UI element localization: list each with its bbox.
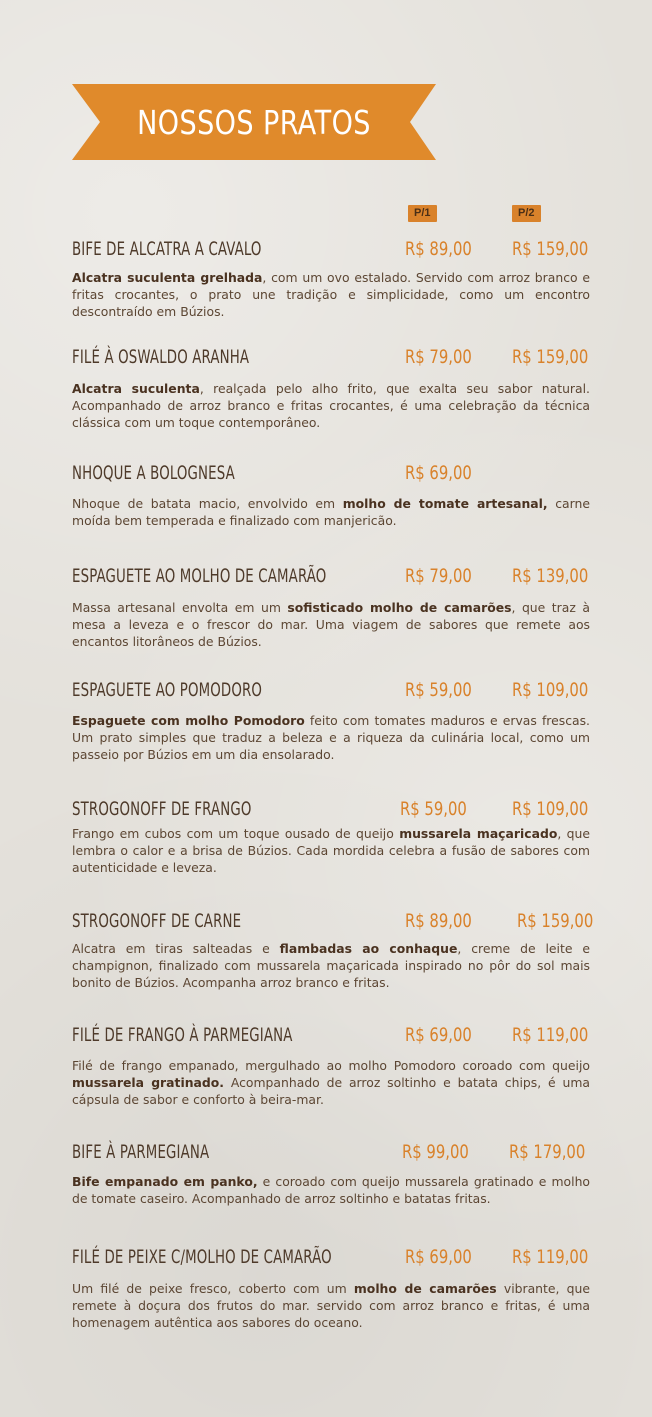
price-p2: R$ 109,00 [512, 679, 589, 701]
price-p2: R$ 159,00 [517, 910, 594, 932]
price-p2: R$ 139,00 [512, 565, 589, 587]
desc-text: , realçada pelo alho frito, que exalta seu sabor natural. Acompanhado de arroz branco e fritas crocantes, é uma celebração da técnica clássica com um toque contemporâneo. [72, 381, 590, 430]
price-p1: R$ 79,00 [405, 565, 472, 587]
desc-highlight: molho de camarões [353, 1281, 497, 1296]
dish-description [72, 713, 590, 763]
price-p1: R$ 89,00 [405, 910, 472, 932]
dish-description [72, 496, 590, 530]
dish-name: STROGONOFF DE FRANGO [72, 798, 252, 820]
dish-name: ESPAGUETE AO MOLHO DE CAMARÃO [72, 565, 327, 587]
price-p1: R$ 79,00 [405, 346, 472, 368]
dish-name: FILÉ DE PEIXE C/MOLHO DE CAMARÃO [72, 1246, 332, 1268]
desc-text: Alcatra em tiras salteadas e [72, 941, 280, 956]
desc-highlight: molho de tomate artesanal, [342, 496, 548, 511]
desc-highlight: flambadas ao conhaque [279, 941, 458, 956]
desc-text: , com um ovo estalado. Servido com arroz branco e fritas crocantes, o prato une tradição e simplicidade, como um encontro descontraído em Búzios. [72, 270, 590, 319]
dish-name: FILÉ À OSWALDO ARANHA [72, 346, 250, 368]
dish-description [72, 381, 590, 431]
desc-highlight: Alcatra suculenta [72, 381, 200, 396]
price-p2: R$ 119,00 [512, 1024, 589, 1046]
price-p2: R$ 159,00 [512, 346, 589, 368]
dish-name: BIFE À PARMEGIANA [72, 1141, 210, 1163]
size-label-p2: P/2 [512, 205, 541, 222]
dish-name: FILÉ DE FRANGO À PARMEGIANA [72, 1024, 293, 1046]
size-label-p1: P/1 [408, 205, 437, 222]
header-banner [72, 84, 436, 160]
price-p1: R$ 89,00 [405, 238, 472, 260]
price-p2: R$ 159,00 [512, 238, 589, 260]
desc-text: Frango em cubos com um toque ousado de queijo [72, 826, 400, 841]
desc-text: , que lembra o calor e a brisa de Búzios. Cada mordida celebra a fusão de sabores com autenticidade e leveza. [72, 826, 590, 875]
page-title: NOSSOS PRATOS [137, 102, 371, 142]
desc-highlight: mussarela maçaricado [399, 826, 558, 841]
desc-highlight: Bife empanado em panko, [72, 1174, 258, 1189]
dish-name: NHOQUE A BOLOGNESA [72, 462, 235, 484]
price-p2: R$ 119,00 [512, 1246, 589, 1268]
price-p1: R$ 69,00 [405, 1024, 472, 1046]
desc-text: Nhoque de batata macio, envolvido em [72, 496, 343, 511]
desc-text: feito com tomates maduros e ervas frescas. Um prato simples que traduz a beleza e a riqueza da culinária local, como um passeio por Búzios em um dia ensolarado. [72, 713, 591, 762]
dish-description [72, 1174, 590, 1208]
desc-text: Um filé de peixe fresco, coberto com um [72, 1281, 354, 1296]
price-p1: R$ 59,00 [405, 679, 472, 701]
price-p2: R$ 109,00 [512, 798, 589, 820]
price-p1: R$ 59,00 [400, 798, 467, 820]
desc-highlight: sofisticado molho de camarões [287, 600, 512, 615]
price-p1: R$ 69,00 [405, 1246, 472, 1268]
dish-name: ESPAGUETE AO POMODORO [72, 679, 263, 701]
dish-description [72, 1058, 590, 1108]
desc-text: Filé de frango empanado, mergulhado ao molho Pomodoro coroado com queijo [72, 1058, 590, 1073]
desc-highlight: Alcatra suculenta grelhada [72, 270, 263, 285]
desc-highlight: mussarela gratinado. [72, 1074, 224, 1090]
dish-name: BIFE DE ALCATRA A CAVALO [72, 238, 262, 260]
dish-name: STROGONOFF DE CARNE [72, 910, 242, 932]
desc-text: , creme de leite e champignon, finalizado com mussarela maçaricada inspirado no pôr do sol mais bonito de Búzios. Acompanha arroz branco e fritas. [72, 941, 591, 990]
desc-text: e coroado com queijo mussarela gratinado e molho de tomate caseiro. Acompanhado de arroz soltinho e batatas fritas. [72, 1174, 590, 1206]
desc-text: carne moída bem temperada e finalizado com manjericão. [72, 496, 590, 528]
desc-text: Massa artesanal envolta em um [72, 600, 288, 615]
dish-description [72, 826, 590, 876]
dish-description [72, 941, 590, 991]
price-p1: R$ 69,00 [405, 462, 472, 484]
desc-text: vibrante, que remete à doçura dos frutos do mar. servido com arroz branco e fritas, é uma homenagem autêntica aos sabores do oceano. [72, 1281, 590, 1330]
dish-description [72, 1281, 590, 1331]
desc-text: , que traz à mesa a leveza e o frescor do mar. Uma viagem de sabores que remete aos encantos litorâneos de Búzios. [72, 600, 590, 649]
desc-text: Acompanhado de arroz soltinho e batata chips, é uma cápsula de sabor e conforto à beira-mar. [72, 1074, 590, 1107]
price-p2: R$ 179,00 [509, 1141, 586, 1163]
desc-highlight: Espaguete com molho Pomodoro [72, 713, 305, 728]
dish-description [72, 270, 590, 320]
dish-description [72, 600, 590, 650]
price-p1: R$ 99,00 [402, 1141, 469, 1163]
